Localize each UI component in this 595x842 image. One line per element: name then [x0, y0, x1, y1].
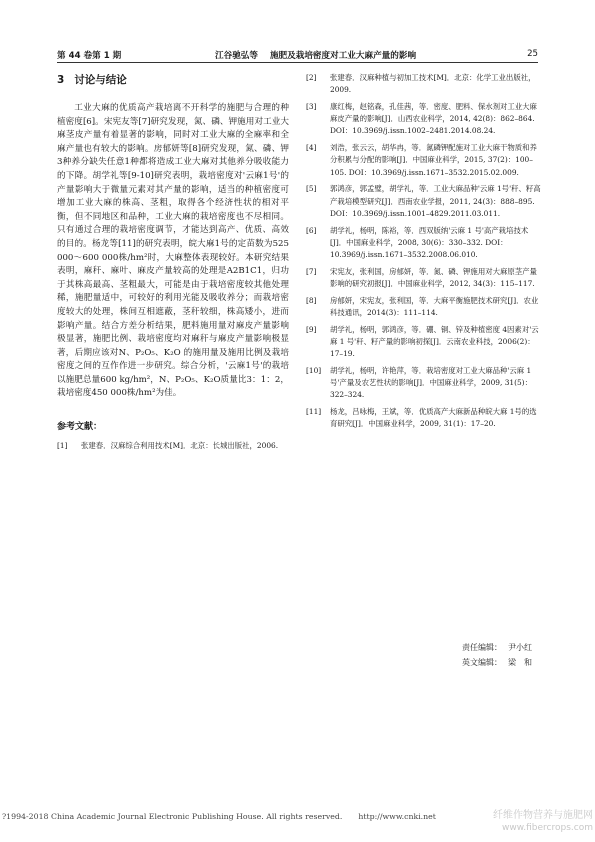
reference-text: 宋宪友，张利国，房郁妍，等．氮、磷、钾施用对大麻原茎产量影响的研究初报[J]．中国麻业科学，2012, 34(3)：115–117.: [330, 266, 537, 289]
english-editor-label: 英文编辑：: [462, 658, 502, 667]
reference-text: 胡学礼，杨明，陈裕，等．西双版纳'云麻 1 号'高产栽培技术[J]．中国麻业科学，2008, 30(6)：330–332. DOI：10.3969/j.issn.1671–3532.2008.06.010.: [330, 225, 529, 260]
references-heading: 参考文献：: [57, 422, 103, 433]
section-title: 讨论与结论: [74, 74, 127, 86]
english-editor: [462, 655, 538, 670]
reference-item: [306, 295, 542, 319]
reference-index: [3]: [306, 102, 317, 111]
page-number: 25: [527, 49, 538, 59]
watermark-title: 纤维作物营养与施肥网: [493, 810, 593, 821]
right-column: [306, 72, 542, 435]
reference-index: [11]: [306, 407, 322, 417]
reference-item: [306, 225, 542, 262]
reference-item: [306, 101, 542, 138]
cnki-link[interactable]: http://www.cnki.net: [358, 812, 436, 821]
reference-text: 杨龙，吕咏梅，王斌，等．优质高产大麻新品种皖大麻 1号的选育研究[J]．中国麻业科学，2009, 31(1)：17–20.: [330, 407, 537, 429]
copyright-footer: [2, 812, 436, 821]
header-rule: [57, 62, 538, 63]
reference-item: [306, 365, 542, 402]
section-heading: [57, 72, 289, 88]
reference-text: 房郁妍，宋宪友，张利国，等．大麻平衡施肥技术研究[J]．农业科技通讯，2014(3)：111–114.: [330, 295, 539, 318]
editor-credits: [462, 640, 538, 670]
reference-item: [306, 266, 542, 290]
reference-text: 康红梅，赵铭森，孔佳茜，等．密度、肥料、保水剂对工业大麻麻皮产量的影响[J]．山西农业科学，2014, 42(8)：862–864. DOI：10.3969/j.issn.1002–2481.2014.08.24.: [330, 102, 537, 136]
reference-text: 胡学礼，杨明，郭鸿彦，等．硼、铜、锌及种植密度 4因素对'云麻 1 号'秆、籽产量的影响初探[J]．云南农业科技，2006(2)：17–19.: [330, 324, 539, 359]
running-header: [57, 47, 538, 63]
reference-text: 张建春．汉麻种植与初加工技术[M]．北京：化学工业出版社，2009.: [330, 73, 536, 95]
reference-text: 胡学礼，杨明，许艳萍，等．栽培密度对工业大麻品种'云麻 1 号'产量及农艺性状的影响[J]．中国麻业科学，2009, 31(5)：322–324.: [330, 366, 532, 400]
site-watermark: [493, 810, 593, 834]
reference-index: [2]: [306, 73, 317, 82]
responsible-editor-name: 尹小红: [508, 643, 532, 652]
running-article-title: 施肥及栽培密度对工业大麻产量的影响: [269, 51, 417, 61]
reference-text: 郭鸿彦，郭孟璧，胡学礼，等．工业大麻品种'云麻 1号'秆、籽高产栽培模型研究[J]．西南农业学报，2011, 24(3)：888–895. DOI：10.3969/j.issn.1001–4829.2011.03.011.: [330, 184, 541, 218]
reference-item: [57, 440, 289, 452]
reference-item: [306, 72, 542, 96]
reference-index: [5]: [306, 184, 317, 194]
watermark-url: www.fibercrops.com: [502, 823, 593, 833]
reference-text: 刘浩，张云云，胡华冉，等．氮磷钾配施对工业大麻干物质和养分积累与分配的影响[J]．中国麻业科学，2015, 37(2)：100–105. DOI：10.3969/j.issn.1671–3532.2015.02.009.: [330, 143, 537, 177]
reference-item: [306, 324, 542, 361]
reference-text: 张建春．汉麻综合利用技术[M]．北京：长城出版社，2006.: [81, 441, 279, 451]
responsible-editor-label: 责任编辑：: [462, 643, 502, 652]
reference-index: [4]: [306, 143, 317, 153]
left-column: [57, 72, 289, 457]
reference-index: [1]: [57, 441, 68, 451]
copyright-text: ?1994-2018 China Academic Journal Electronic Publishing House. All rights reserved.: [2, 812, 343, 821]
responsible-editor: [462, 640, 538, 655]
reference-index: [6]: [306, 225, 317, 235]
english-editor-name: 梁 和: [508, 658, 532, 667]
discussion-paragraph: 工业大麻的优质高产栽培离不开科学的施肥与合理的种植密度[6]。宋宪友等[7]研究发现，氮、磷、钾施用对工业大麻茎皮产量有着显著的影响，同时对工业大麻的全麻率和全麻产量也有较大的影响。房郁妍等[8]研究发现，氮、磷、钾3种养分缺失任意1种都将造成工业大麻对其他养分吸收能力的下降。胡学礼等[9-10]研究表明，栽培密度对'云麻1号'的产量影响大于微量元素对其产量的影响，适当的种植密度可增加工业大麻的株高、茎粗，取得各个经济性状的相对平衡，但不同地区和品种，工业大麻的栽培密度也不尽相同。只有通过合理的栽培密度调节，才能达到高产、优质、高效的目的。杨龙等[11]的研究表明，皖大麻1号的定苗数为525 000～600 000株/hm²时，大麻整体表现较好。本研究结果表明，麻秆、麻叶、麻皮产量较高的处理是A2B1C1，归功于其株高最高、茎粗最大，可能是由于栽培密度较其他处理稀，施肥量适中，可较好的利用光能及吸收养分；而栽培密度较大的处理，株间互相遮蔽，茎秆较细，株高矮小，进而影响产量。结合方差分析结果，肥料施用量对麻皮产量影响极显著，施肥比例、栽培密度均对麻秆与麻皮产量影响极显著，后期应该对N、P₂O₅、K₂O 的施用量及施用比例及栽培密度之间的互作作进一步研究。综合分析，'云麻1号'的栽培以施肥总量600 kg/hm²，N、P₂O₅、K₂O质量比3：1：2，栽培密度450 000株/hm²为佳。: [57, 103, 289, 399]
reference-item: [306, 406, 542, 430]
reference-index: [10]: [306, 366, 322, 376]
reference-item: [306, 142, 542, 179]
section-number: 3: [57, 74, 65, 86]
reference-index: [8]: [306, 295, 317, 305]
running-authors: 江谷驰弘等: [215, 51, 258, 61]
reference-item: [306, 183, 542, 220]
journal-issue: 第 44 卷第 1 期: [57, 51, 122, 61]
reference-index: [9]: [306, 324, 317, 334]
reference-index: [7]: [306, 266, 317, 276]
running-title: [215, 49, 416, 61]
